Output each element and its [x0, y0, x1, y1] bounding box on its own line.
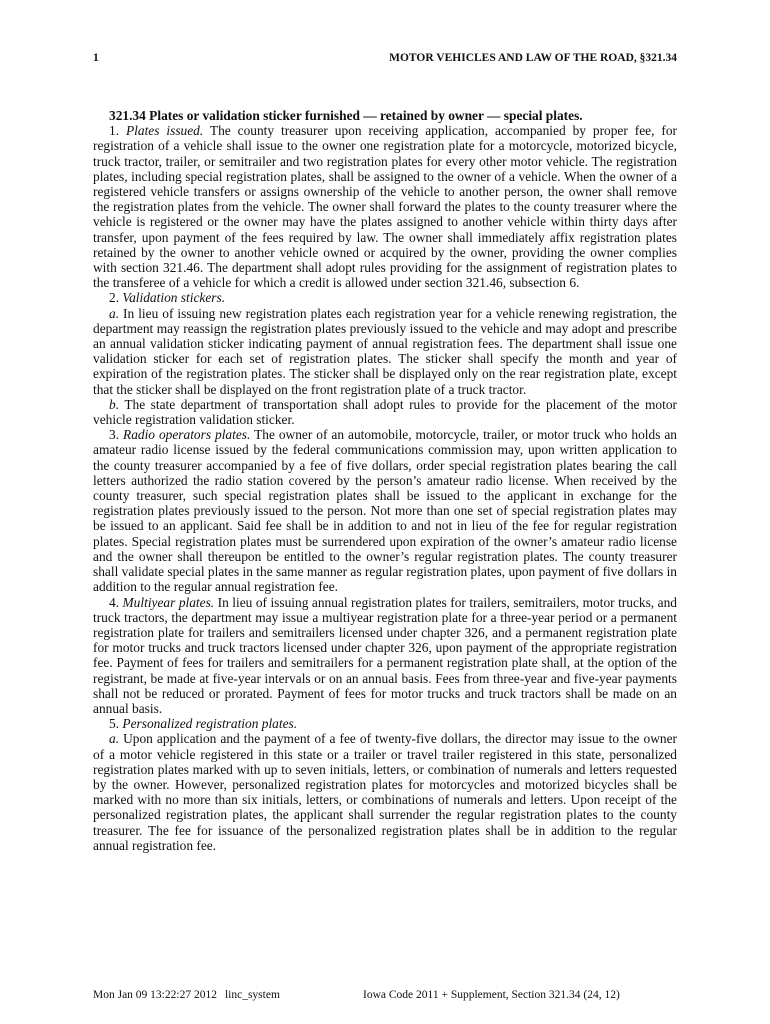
paragraph-text: Upon application and the payment of a fee of twenty-five dollars, the director may issue to the owner of a motor vehicle registered in this state or a trailer or travel trailer registered in this state, personalized registration plates marked with up to seven initials, letters, or combination of numerals and letters requested by the owner. However, personalized registration plates for motorcycles and motorized bicycles shall be marked with no more than six initials, letters, or combinations of numerals and letters. Upon receipt of the personalized registration plates, the applicant shall surrender the regular registration plates to the county treasurer. The fee for issuance of the personalized registration plates shall be in addition to the regular annual registration fee.: [93, 731, 677, 853]
running-head: [93, 52, 677, 68]
paragraph-letter: a.: [109, 731, 120, 747]
paragraph-2a: [93, 306, 677, 397]
paragraph-letter: b.: [109, 396, 120, 412]
paragraph-text: The owner of an automobile, motorcycle, trailer, or motor truck who holds an amateur radio license issued by the federal communications commission may, upon written application to the county treasurer accompanied by a fee of five dollars, order special registration plates bearing the call letters authorized the radio station covered by the person’s amateur radio license. When received by the county treasurer, such special registration plates shall be issued to the applicant in exchange for the registration plates previously issued to the person. Not more than one set of special registration plates may be issued to an applicant. Said fee shall be in addition to and not in lieu of the fee for regular registration plates. Special registration plates must be surrendered upon expiration of the owner’s amateur radio license and the owner shall thereupon be entitled to the owner’s regular registration plates. The county treasurer shall validate special plates in the same manner as regular registration plates, upon payment of five dollars in addition to the regular annual registration fee.: [93, 427, 678, 595]
footer-system: linc_system: [224, 989, 280, 1001]
page-number: 1: [93, 52, 99, 64]
paragraph-label: Personalized registration plates.: [122, 716, 298, 732]
footer-timestamp: Mon Jan 09 13:22:27 2012: [93, 989, 217, 1001]
footer-citation: Iowa Code 2011 + Supplement, Section 321.34 (24, 12): [363, 989, 620, 1001]
paragraph-3: [93, 427, 677, 594]
page: [93, 52, 677, 853]
footer-left: [93, 989, 363, 1001]
paragraph-label: Radio operators plates.: [123, 427, 251, 443]
section-heading: 321.34 Plates or validation sticker furnished — retained by owner — special plates.: [109, 108, 583, 123]
paragraph-number: 2.: [109, 290, 120, 306]
section-321-34: [93, 108, 677, 853]
paragraph-label: Multiyear plates.: [122, 594, 215, 610]
paragraph-label: Validation stickers.: [122, 290, 226, 306]
paragraph-text: In lieu of issuing annual registration plates for trailers, semitrailers, motor trucks, and truck tractors, the department may issue a multiyear registration plate for a three-year period or a permanent registration plate for trailers and semitrailers licensed under chapter 326, and a permanent registration plate for motor trucks and truck tractors licensed under chapter 326, upon payment of the appropriate registration fee. Payment of fees for trailers and semitrailers for a permanent registration plate shall, at the option of the registrant, be made at five-year intervals or on an annual basis. Fees from three-year and five-year payments shall not be reduced or prorated. Payment of fees for motor trucks and truck tractors shall be made on an annual basis.: [93, 594, 677, 716]
paragraph-label: Plates issued.: [125, 123, 204, 139]
paragraph-2b: [93, 397, 677, 427]
paragraph-4: [93, 595, 677, 717]
paragraph-text: In lieu of issuing new registration plates each registration year for a vehicle renewing registration, the department may reassign the registration plates previously issued to the vehicle and may adopt and prescribe an annual validation sticker indicating payment of annual registration fees. The department shall issue one validation sticker for each set of registration plates. The sticker shall specify the month and year of expiration of the registration plates. The sticker shall be displayed only on the rear registration plate, except that the sticker shall be displayed on the front registration plate of a truck tractor.: [93, 305, 677, 397]
running-title: MOTOR VEHICLES AND LAW OF THE ROAD, §321.34: [389, 52, 677, 64]
paragraph-text: The county treasurer upon receiving application, accompanied by proper fee, for registration of a vehicle shall issue to the owner one registration plate for a motorcycle, motorized bicycle, truck tractor, trailer, or semitrailer and two registration plates for every other motor vehicle. The registration plates, including special registration plates, shall be assigned to the owner of a vehicle. When the owner of a registered vehicle transfers or assigns ownership of the vehicle to another person, the owner shall remove the registration plates from the vehicle. The owner shall forward the plates to the county treasurer where the vehicle is registered or the owner may have the plates assigned to another vehicle within thirty days after transfer, upon payment of the fees required by law. The owner shall immediately affix registration plates retained by the owner to another vehicle owned or acquired by the owner, providing the owner complies with section 321.46. The department shall adopt rules providing for the assignment of registration plates to the transferee of a vehicle for which a credit is allowed under section 321.46, subsection 6.: [93, 123, 677, 291]
paragraph-number: 4.: [109, 594, 120, 610]
paragraph-text: The state department of transportation shall adopt rules to provide for the placement of the motor vehicle registration validation sticker.: [93, 396, 678, 428]
paragraph-number: 1.: [109, 123, 120, 139]
paragraph-letter: a.: [109, 305, 120, 321]
paragraph-5a: [93, 731, 677, 853]
paragraph-5: [93, 716, 677, 731]
paragraph-1: [93, 123, 677, 290]
paragraph-number: 3.: [109, 427, 120, 443]
paragraph-number: 5.: [109, 716, 120, 732]
page-footer: [93, 989, 677, 1001]
paragraph-2: [93, 290, 677, 305]
